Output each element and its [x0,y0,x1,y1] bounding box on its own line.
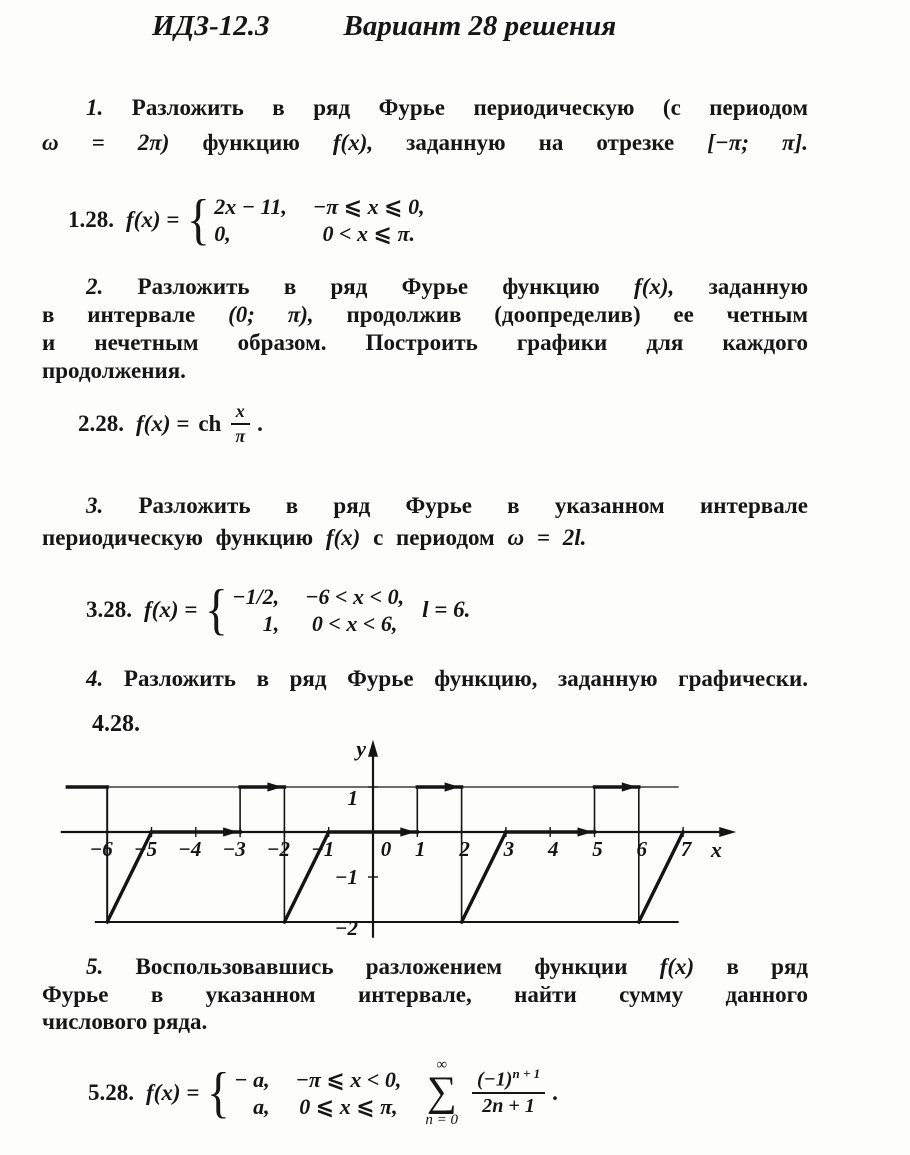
svg-text:y: y [356,735,366,761]
formula-label: 1.28. [68,207,114,232]
text-line [42,662,808,696]
period-mark: . [552,1079,558,1105]
text-run: числового ряда. [42,1009,208,1034]
text-run: Разложить в ряд Фурье в указанном интервале [138,493,809,518]
case-condition: −π ⩽ x ⩽ 0, [312,194,425,219]
formula-lhs: f(x) = [144,597,198,622]
text-run: с периодом [373,525,495,550]
text-run: в ряд [726,954,809,979]
sigma-symbol: ∑ [426,1069,457,1115]
text-line [42,981,808,1009]
math-run: f(x) [659,954,695,979]
formula-lhs: f(x) = [126,207,180,232]
problem-number: 2. [86,274,104,299]
summation [425,1058,458,1128]
case-value: − a, [234,1066,270,1092]
case-condition: 0 ⩽ x ⩽ π, [299,1093,398,1119]
text-run: функцию [202,130,300,155]
case-value: 2x − 11, [214,194,287,219]
formula-label: 3.28. [86,597,132,622]
problem-number: 1. [86,95,104,120]
text-line [42,273,808,301]
formula-label-4-28: 4.28. [92,711,140,737]
formula-5-28 [88,1058,558,1128]
text-run: в интервале [42,302,196,327]
svg-text:x: x [710,837,722,862]
case-condition: 0 < x < 6, [311,611,398,636]
period-mark: . [257,410,263,436]
formula-1-28 [68,189,425,251]
text-line [42,90,808,125]
svg-text:−5: −5 [133,837,158,861]
case-value: a, [253,1093,270,1119]
text-run: Разложить в ряд Фурье периодическую (с периодом [131,95,808,120]
text-line [42,329,808,357]
text-run: и нечетным образом. Построить графики для каждого [42,330,808,355]
math-run: f(x) [325,525,361,550]
case-condition: −π ⩽ x < 0, [295,1066,402,1092]
problem-3-statement [42,490,808,554]
text-run: Разложить в ряд Фурье функцию, заданную графически. [123,666,808,691]
figure-4-28 [50,733,870,945]
fraction-denominator: π [235,425,246,446]
formula-label: 2.28. [78,410,124,436]
svg-text:6: 6 [636,837,648,861]
svg-text:−2: −2 [266,837,291,861]
formula-label: 5.28. [88,1079,134,1105]
function-name: ch [198,410,222,436]
text-line [42,1008,808,1036]
curly-brace: { [187,189,211,251]
problem-5-statement [42,953,808,1036]
piecewise-cases [234,1066,401,1120]
text-run: заданную [708,274,809,299]
problem-number: 3. [86,493,104,518]
text-run: продолжения. [42,358,186,383]
figure-428-plot [50,733,870,945]
problem-number: 5. [86,954,104,979]
doc-header [152,10,616,43]
svg-text:−2: −2 [334,916,358,940]
text-run: продолжив (доопределив) ее четным [346,302,808,327]
problem-number: 4. [86,666,104,691]
math-run: f(x), [634,274,675,299]
fraction-denominator: 2n + 1 [482,1095,535,1118]
doc-code: ИДЗ-12.3 [152,10,270,42]
math-run: ω = 2π) [42,130,170,155]
svg-text:3: 3 [503,837,515,861]
text-run: Фурье в указанном интервале, найти сумму данного [42,981,808,1007]
case-value: 0, [214,221,231,246]
text-line [42,357,808,385]
exponent: n + 1 [512,1065,541,1081]
svg-text:2: 2 [459,837,470,861]
text-line [42,301,808,329]
svg-text:5: 5 [592,837,603,861]
math-run: [−π; π]. [707,130,809,155]
formula-lhs: f(x) = [136,410,190,436]
piecewise-cases [214,193,424,247]
text-line [42,953,808,981]
problem-4-statement [42,662,808,696]
case-value: 1, [262,611,280,636]
case-value: −1/2, [232,584,280,609]
math-run: f(x), [332,130,374,155]
svg-text:1: 1 [415,837,426,861]
case-condition: −6 < x < 0, [305,584,405,609]
text-run: Разложить в ряд Фурье функцию [137,274,600,299]
fraction-numerator: $(-1)^{n + 1}$ [472,1067,545,1095]
svg-text:4: 4 [547,837,559,861]
curly-brace: { [205,579,229,641]
text-run: заданную на отрезке [406,130,675,155]
formula-2-28 [78,400,263,447]
text-run: Воспользовавшись разложением функции [135,954,628,979]
curly-brace: { [207,1061,231,1124]
text-line [42,490,808,522]
fraction [472,1067,545,1120]
svg-text:7: 7 [680,837,692,861]
sum-upper-limit: ∞ [436,1057,448,1073]
svg-text:−1: −1 [311,837,335,861]
fraction-numerator: x [231,400,250,425]
sum-lower-limit: n = 0 [425,1111,459,1128]
math-run: (0; π), [228,302,314,327]
case-condition: 0 < x ⩽ π. [322,221,415,246]
svg-text:−4: −4 [178,837,202,861]
text-line [42,125,808,160]
text-line [42,522,808,554]
variant-title: Вариант 28 решения [343,10,617,42]
text-run: периодическую функцию [42,525,314,550]
svg-text:−1: −1 [334,865,358,889]
formula-lhs: f(x) = [146,1079,200,1105]
piecewise-cases [232,583,404,637]
fraction [230,400,250,447]
svg-text:−6: −6 [89,837,113,861]
svg-text:0: 0 [380,837,392,861]
math-run: ω = 2l. [507,525,587,550]
problem-2-statement [42,273,808,385]
formula-3-28 [86,579,471,641]
problem-1-statement [42,90,808,160]
parameter-value: l = 6. [422,597,471,622]
svg-text:1: 1 [347,786,358,810]
svg-text:−3: −3 [222,837,246,861]
